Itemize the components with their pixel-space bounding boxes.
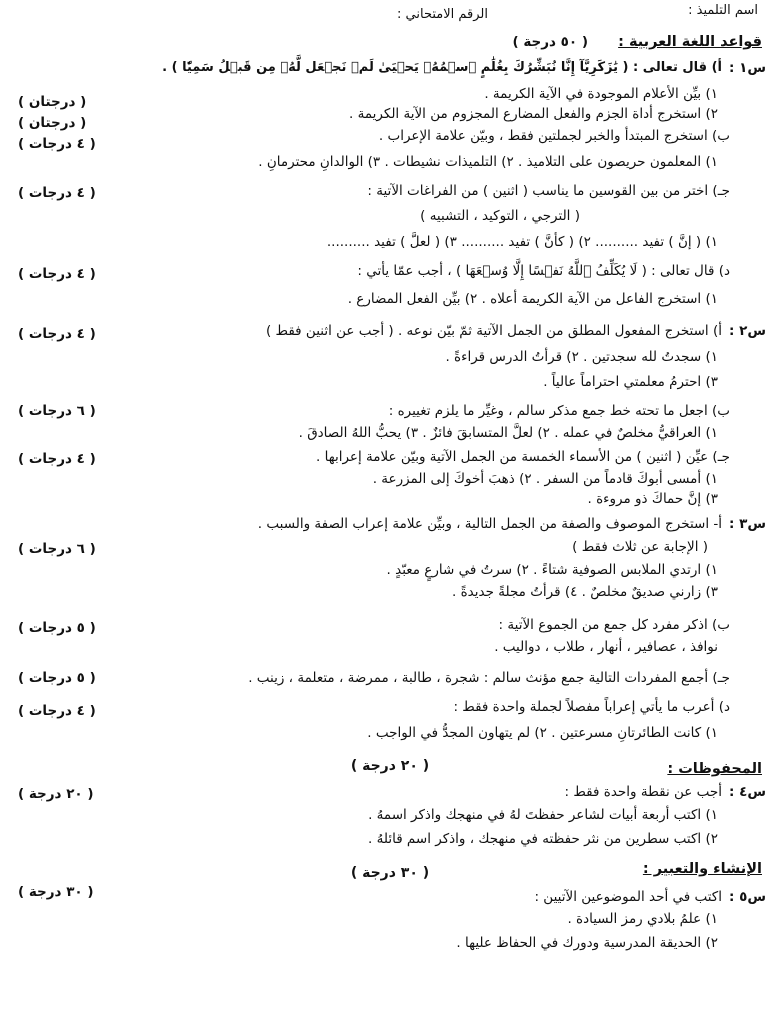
q1-a2: ٢) استخرج أداة الجزم والفعل المضارع المجزوم من الآية الكريمة . bbox=[349, 106, 718, 122]
q2-a-items-1: ١) سجدتُ لله سجدتين . ٢) قرأتُ الدرس قراءةً . bbox=[445, 349, 718, 365]
q3-c-intro: جـ) أجمع المفردات التالية جمع مؤنث سالم : شجرة ، طالبة ، ممرضة ، متعلمة ، زينب . bbox=[248, 670, 730, 686]
q2-c-items-1: ١) أمسى أبوكَ قادماً من السفر . ٢) ذهبَ أخوكَ إلى المزرعة . bbox=[372, 471, 718, 487]
q5-item1: ١) علمُ بلادي رمز السيادة . bbox=[567, 911, 718, 927]
composition-section-marks: ( ٣٠ درجة ) bbox=[350, 865, 430, 881]
q1-a1-marks: ( درجتان ) bbox=[18, 94, 87, 110]
composition-section-title: الإنشاء والتعبير : bbox=[642, 861, 762, 877]
q3-a-items-2: ٣) زارني صديقٌ مخلصٌ . ٤) قرأتُ مجلةً جديدةً . bbox=[452, 584, 718, 600]
q4-marks: ( ٢٠ درجة ) bbox=[18, 786, 94, 802]
grammar-section-title: قواعد اللغة العربية : bbox=[618, 34, 762, 50]
q2-b-intro: ب) اجعل ما تحته خط جمع مذكر سالم ، وغيِّر ما يلزم تغييره : bbox=[388, 403, 730, 419]
q2-b-items: ١) العراقيُّ مخلصٌ في عمله . ٢) لعلَّ المتسابقَ فائزٌ . ٣) يحبُّ اللهُ الصادقَ . bbox=[298, 425, 718, 441]
q4-item2: ٢) اكتب سطرين من نثر حفظته في منهجك ، واذكر اسم قائلهُ . bbox=[368, 831, 718, 847]
q1-a2-marks: ( درجتان ) bbox=[18, 115, 87, 131]
q1-b-marks: ( ٤ درجات ) bbox=[18, 136, 96, 152]
q1-label: س١ : bbox=[729, 60, 766, 76]
q1-b-items: ١) المعلمون حريصون على التلاميذ . ٢) التلميذات نشيطات . ٣) الوالدانِ محترمانِ . bbox=[258, 154, 718, 170]
q3-c-marks: ( ٥ درجات ) bbox=[18, 670, 96, 686]
q3-d-items: ١) كانت الطائرتانِ مسرعتين . ٢) لم يتهاون المجدُّ في الواجب . bbox=[367, 725, 718, 741]
q1-c-options: ( الترجي ، التوكيد ، التشبيه ) bbox=[420, 208, 580, 224]
q2-c-marks: ( ٤ درجات ) bbox=[18, 451, 96, 467]
q3-a-marks: ( ٦ درجات ) bbox=[18, 541, 96, 557]
q1-d-marks: ( ٤ درجات ) bbox=[18, 266, 96, 282]
q3-label: س٣ : bbox=[729, 516, 766, 532]
q2-a-items-2: ٣) احترمُ معلمتي احتراماً عالياً . bbox=[543, 374, 718, 390]
q3-a-note: ( الإجابة عن ثلاث فقط ) bbox=[572, 539, 708, 555]
exam-number-label: الرقم الامتحاني : bbox=[397, 7, 488, 22]
q3-b-items: نوافذ ، عصافير ، أنهار ، طلاب ، دواليب . bbox=[494, 639, 718, 655]
q5-intro: اكتب في أحد الموضوعين الآتيين : bbox=[534, 889, 722, 905]
q2-c-intro: جـ) عيِّن ( اثنين ) من الأسماء الخمسة من الجمل الآتية وبيّن علامة إعرابها . bbox=[316, 449, 730, 465]
q1-d-intro: د) قال تعالى : ( لَا يُكَلِّفُ ٱللَّهُ نَفۡسًا إِلَّا وُسۡعَهَا ) ، أجب عمّا يأتي : bbox=[357, 263, 730, 279]
q2-b-marks: ( ٦ درجات ) bbox=[18, 403, 96, 419]
memorized-section-marks: ( ٢٠ درجة ) bbox=[350, 758, 430, 774]
q3-a-intro: أ- استخرج الموصوف والصفة من الجمل التالية ، وبيِّن علامة إعراب الصفة والسبب . bbox=[257, 516, 722, 532]
q3-d-marks: ( ٤ درجات ) bbox=[18, 703, 96, 719]
q3-d-intro: د) أعرب ما يأتي إعراباً مفصلاً لجملة واحدة فقط : bbox=[453, 699, 730, 715]
q1-a1: ١) بيِّن الأعلام الموجودة في الآية الكريمة . bbox=[484, 86, 718, 102]
q1-c-items: ١) ( إنَّ ) تفيد .......... ٢) ( كأنَّ ) تفيد .......... ٣) ( لعلَّ ) تفيد .......... bbox=[326, 234, 718, 250]
memorized-section-title: المحفوظات : bbox=[667, 761, 762, 777]
q1-d-items: ١) استخرج الفاعل من الآية الكريمة أعلاه . ٢) بيِّن الفعل المضارع . bbox=[347, 291, 718, 307]
grammar-section-marks: ( ٥٠ درجة ) bbox=[512, 34, 588, 50]
q2-a-marks: ( ٤ درجات ) bbox=[18, 326, 96, 342]
q4-item1: ١) اكتب أربعة أبيات لشاعر حفظتَ لهُ في منهجك واذكر اسمهُ . bbox=[368, 807, 718, 823]
q1-c-intro: جـ) اختر من بين القوسين ما يناسب ( اثنين ) من الفراغات الآتية : bbox=[367, 183, 730, 199]
q1-c-marks: ( ٤ درجات ) bbox=[18, 185, 96, 201]
q3-a-items-1: ١) ارتدي الملابس الصوفية شتاءً . ٢) سرتُ في شارعٍ معبّدٍ . bbox=[386, 562, 718, 578]
q2-c-items-2: ٣) إنَّ حماكَ ذو مروءة . bbox=[587, 491, 718, 507]
q3-b-marks: ( ٥ درجات ) bbox=[18, 620, 96, 636]
q5-item2: ٢) الحديقة المدرسية ودورك في الحفاظ عليها . bbox=[456, 935, 718, 951]
q5-label: س٥ : bbox=[729, 889, 766, 905]
student-name-label: اسم التلميذ : bbox=[688, 3, 758, 18]
q3-b-intro: ب) اذكر مفرد كل جمع من الجموع الآتية : bbox=[498, 617, 730, 633]
q1-b-intro: ب) استخرج المبتدأ والخبر لجملتين فقط ، وبيّن علامة الإعراب . bbox=[378, 128, 730, 144]
q4-intro: أجب عن نقطة واحدة فقط : bbox=[564, 784, 722, 800]
q1-a-intro: أ) قال تعالى : ( يَٰزَكَرِيَّآ إِنَّا نُبَشِّرُكَ بِغُلَٰمٍ ٱسۡمُهُۥ يَحۡيَىٰ لَمۡ نَجۡعَل لَّهُۥ مِن قَبۡلُ سَمِيّٗا ) . bbox=[162, 60, 722, 75]
q2-label: س٢ : bbox=[729, 323, 766, 339]
q2-a-intro: أ) استخرج المفعول المطلق من الجمل الآتية ثمّ بيّن نوعه . ( أجب عن اثنين فقط ) bbox=[265, 323, 722, 339]
q5-marks: ( ٣٠ درجة ) bbox=[18, 884, 94, 900]
q4-label: س٤ : bbox=[729, 784, 766, 800]
